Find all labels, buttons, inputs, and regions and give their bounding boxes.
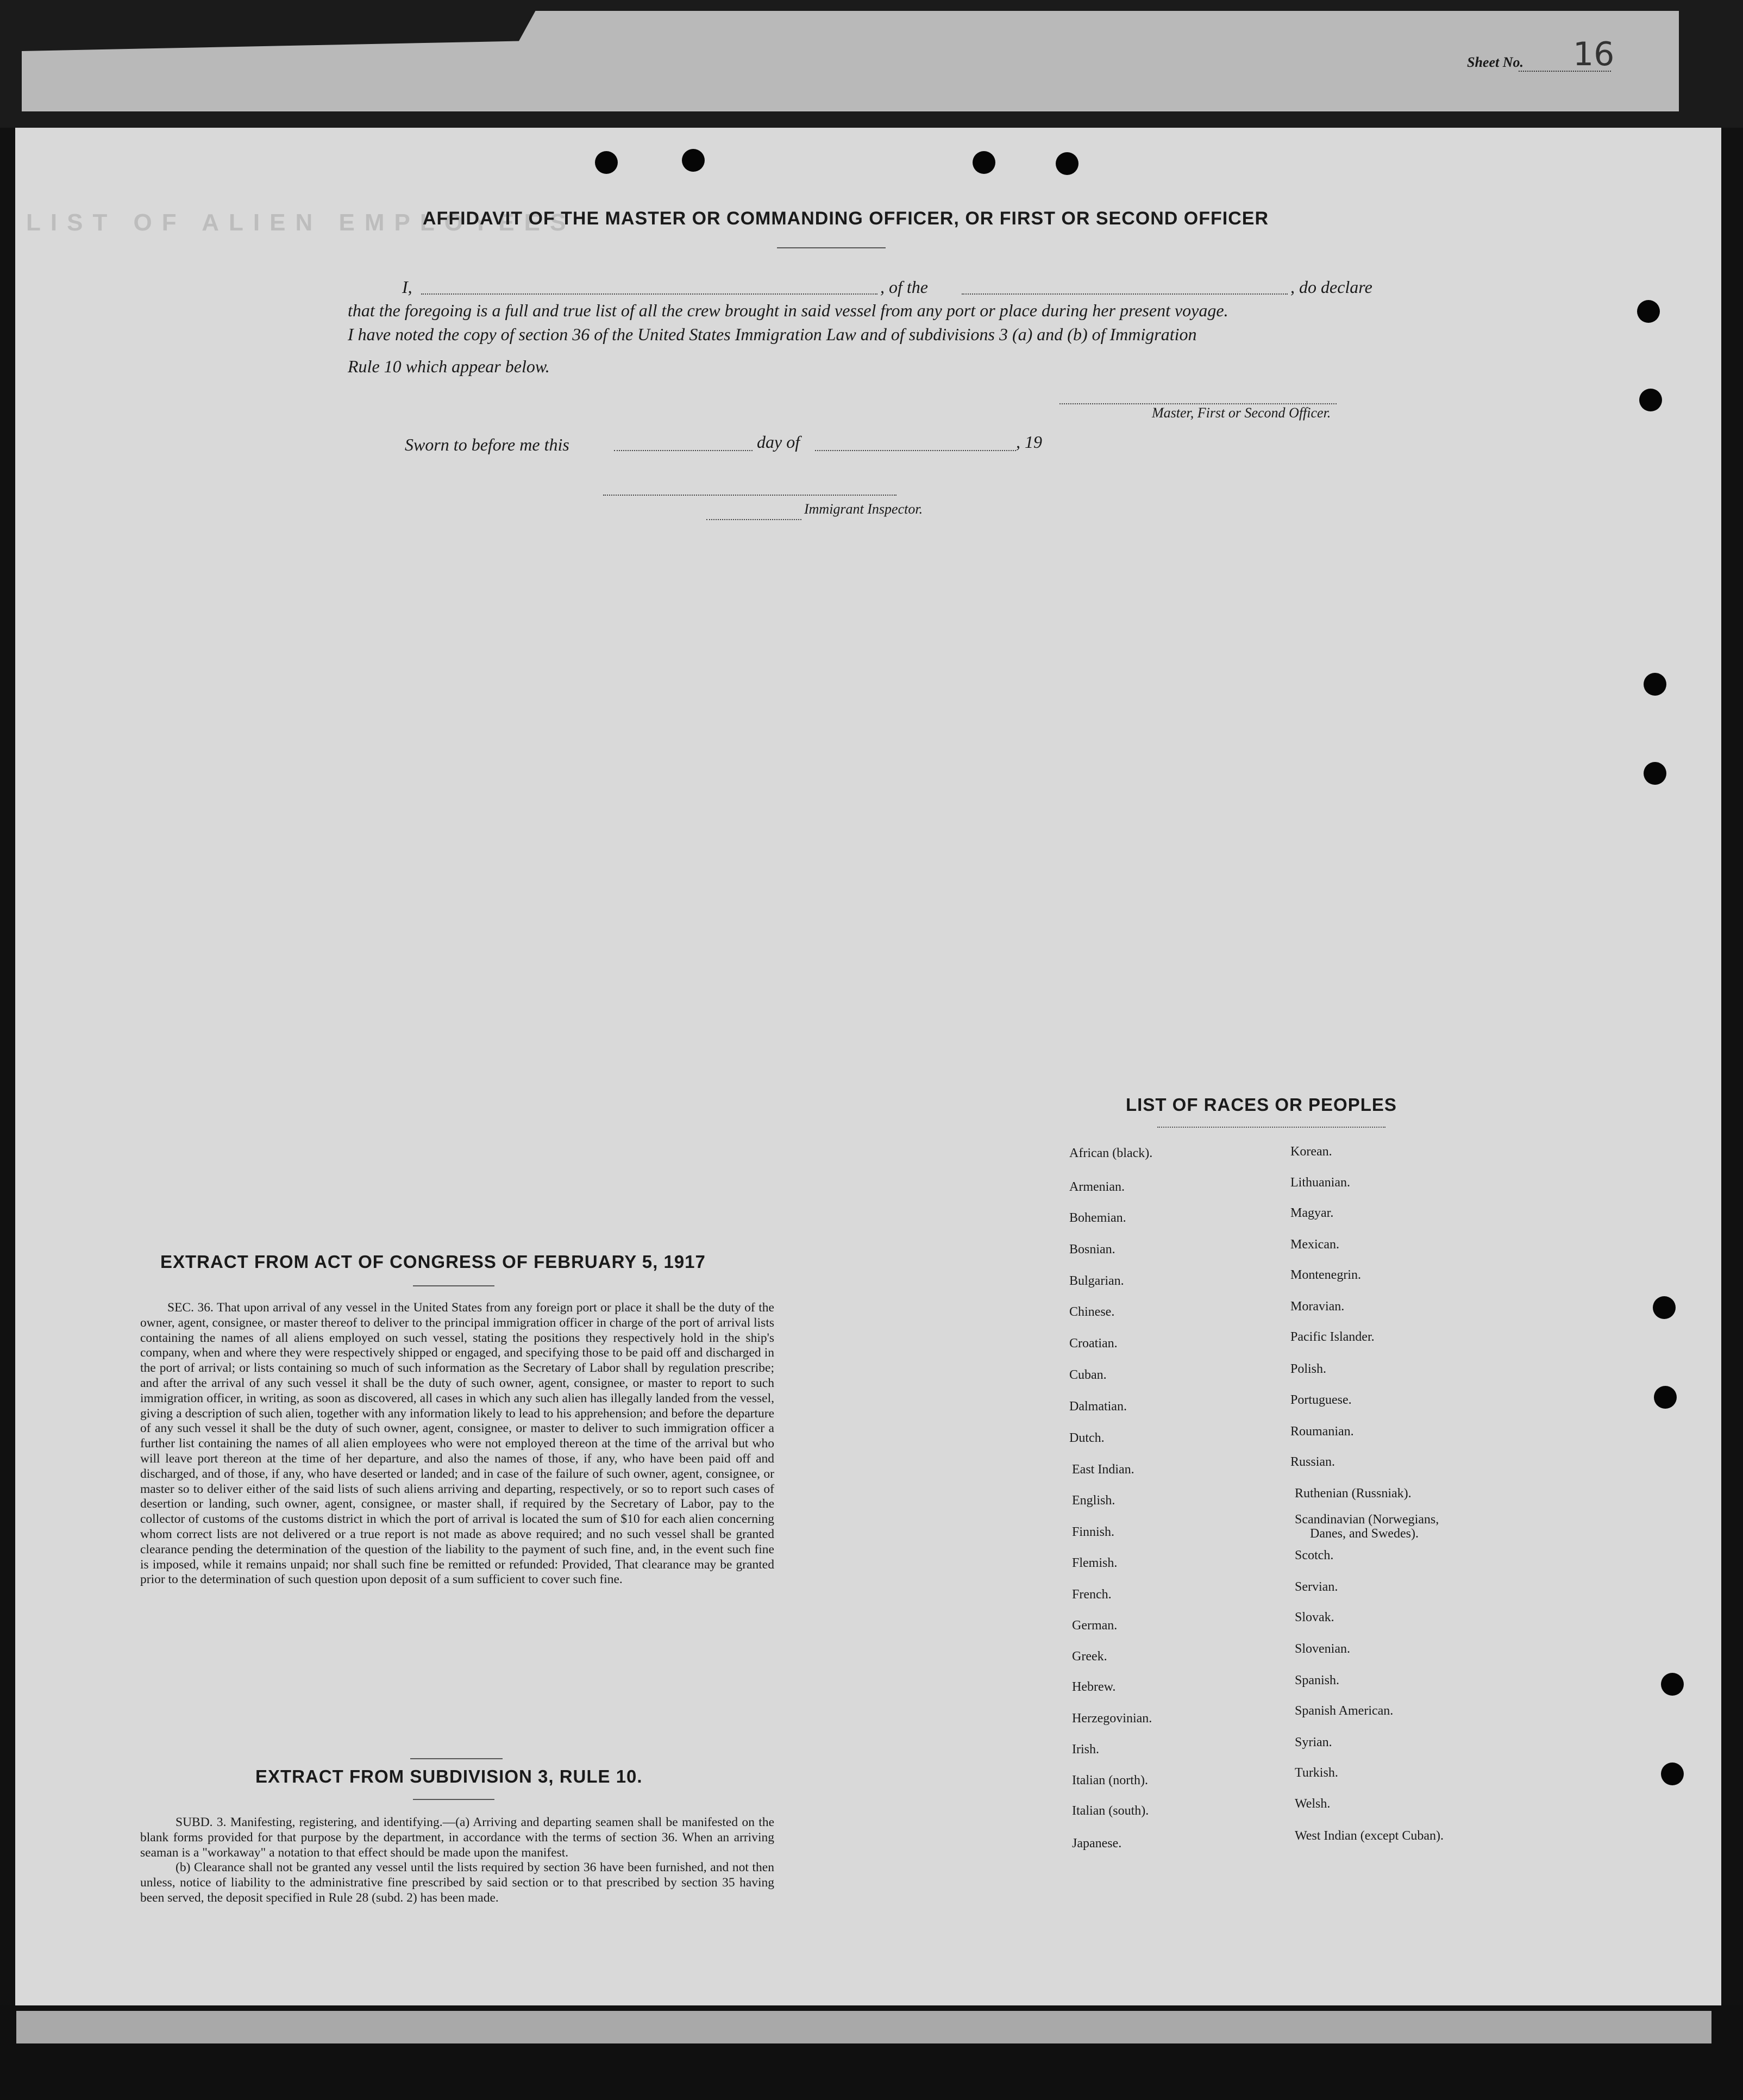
race-item: Russian. (1290, 1455, 1336, 1469)
race-item: Finnish. (1072, 1525, 1115, 1539)
affidavit-title: AFFIDAVIT OF THE MASTER OR COMMANDING OFFICER, OR FIRST OR SECOND OFFICER (423, 208, 1269, 229)
race-item: Syrian. (1295, 1735, 1332, 1749)
officer-signature-caption: Master, First or Second Officer. (1152, 405, 1331, 421)
affidavit-body-line4: Rule 10 which appear below. (348, 357, 550, 376)
day-of-label: day of (757, 432, 800, 452)
act-extract-text: SEC. 36. That upon arrival of any vessel in the United States from any foreign port or place it shall be the duty of the owner, agent, consignee, or master thereof to deliver to the principal immigration officer in charge of the port of arrival lists containing the names of all aliens employed on such vessel, stating the positions they respectively hold in the ship's company, when and where they were respectively shipped or engaged, and specifying those to be paid off and discharged in the port of arrival; or lists containing so much of such information as the Secretary of Labor shall by regulation prescribe; and after the arrival of any such vessel it shall be the duty of such owner, agent, consignee, or master to report to such immigration officer, in writing, as soon as discovered, all cases in which any such alien has illegally landed from the vessel, giving a description of such alien, together with any information likely to lead to his apprehension; and before the departure of any such vessel it shall be the duty of such owner, agent, consignee, or master to deliver to such immigration officer a further list containing the names of all alien employees who were not employed thereon at the time of the arrival but who will leave port thereon at the time of her departure, and also the names of those, if any, who have been paid off and discharged, and of those, if any, who have deserted or landed; and in case of the failure of such owner, agent, consignee, or master so to deliver either of the said lists of such aliens arriving and departing, respectively, or so to report such cases of desertion or landing, such owner, agent, consignee, or master shall, if required by the Secretary of Labor, pay to the collector of customs of the customs district in which the port of arrival is located the sum of $10 for each alien concerning whom correct lists are not delivered or a true report is not made as above required; and no such vessel shall be granted clearance pending the determination of the question of the liability to the payment of such fine, and, in the event such fine is imposed, while it remains unpaid; nor shall such fine be remitted or refunded: Provided, That clearance may be granted prior to the determination of such question upon deposit of a sum sufficient to cover such fine. (140, 1301, 774, 1587)
race-item: Dalmatian. (1069, 1399, 1127, 1414)
inspector-caption: Immigrant Inspector. (804, 501, 923, 517)
bleed-through-text: LIST OF ALIEN EMPLOYEES (26, 209, 576, 236)
act-title-rule (413, 1285, 494, 1286)
race-item: West Indian (except Cuban). (1295, 1829, 1444, 1843)
punch-hole (973, 151, 995, 174)
rule-extract-text (140, 1815, 774, 1906)
punch-hole (1653, 1296, 1676, 1319)
declarant-label: I, (402, 277, 412, 297)
sworn-day-field[interactable] (614, 450, 753, 451)
race-item: Italian (south). (1072, 1804, 1149, 1818)
race-item: Greek. (1072, 1649, 1107, 1664)
inspector-signature-field-2[interactable] (706, 519, 801, 520)
sheet-number-value: 16 (1573, 35, 1615, 73)
vessel-name-field[interactable] (962, 293, 1288, 295)
rule-extract-title: EXTRACT FROM SUBDIVISION 3, RULE 10. (255, 1766, 643, 1786)
race-item: Servian. (1295, 1580, 1338, 1594)
punch-hole (595, 151, 618, 174)
race-item: Bulgarian. (1069, 1274, 1124, 1288)
bottom-underlying-sheet (16, 2011, 1711, 2043)
vessel-label: , of the (880, 277, 928, 297)
race-item: Moravian. (1290, 1299, 1345, 1314)
declare-label: , do declare (1290, 277, 1372, 297)
punch-hole (1639, 389, 1662, 411)
race-item: Hebrew. (1072, 1680, 1116, 1694)
rule-para-a: SUBD. 3. Manifesting, registering, and identifying.—(a) Arriving and departing seamen shall be manifested on the blank forms provided for that purpose by the department, in accordance with the terms of section 36. When an arriving seaman is a "workaway" a notation to that effect should be made upon the manifest. (140, 1815, 774, 1860)
punch-hole (1661, 1673, 1684, 1696)
punch-hole (682, 149, 705, 172)
race-item: French. (1072, 1588, 1112, 1602)
race-item: Slovenian. (1295, 1642, 1350, 1656)
race-item: German. (1072, 1618, 1118, 1633)
year-label: , 19 (1016, 432, 1042, 452)
race-item: Roumanian. (1290, 1424, 1354, 1439)
races-title: LIST OF RACES OR PEOPLES (1126, 1095, 1397, 1115)
race-item: Turkish. (1295, 1766, 1338, 1780)
title-rule (777, 247, 886, 248)
race-item: Magyar. (1290, 1206, 1334, 1220)
inspector-signature-field[interactable] (603, 495, 896, 496)
race-item: Korean. (1290, 1145, 1332, 1159)
document-page (15, 128, 1721, 2005)
race-item: English. (1072, 1493, 1115, 1508)
race-item: Welsh. (1295, 1797, 1331, 1811)
sheet-number-label: Sheet No. (1467, 54, 1523, 70)
race-item: Ruthenian (Russniak). (1295, 1486, 1412, 1501)
race-item: Bosnian. (1069, 1242, 1115, 1257)
act-end-rule (410, 1758, 503, 1759)
race-item: African (black). (1069, 1146, 1153, 1160)
punch-hole (1661, 1762, 1684, 1785)
affidavit-body-line2: that the foregoing is a full and true list of all the crew brought in said vessel from any port or place during her present voyage. (348, 301, 1228, 320)
races-title-rule (1157, 1127, 1385, 1128)
race-item: Pacific Islander. (1290, 1330, 1375, 1344)
affidavit-body-line3: I have noted the copy of section 36 of the United States Immigration Law and of subdivisions 3 (a) and (b) of Immigration (348, 324, 1197, 344)
punch-hole (1644, 762, 1666, 785)
race-item: Scotch. (1295, 1548, 1334, 1562)
race-item: Herzegovinian. (1072, 1711, 1152, 1726)
race-item: Lithuanian. (1290, 1176, 1350, 1190)
race-item: Croatian. (1069, 1336, 1118, 1351)
race-item: Cuban. (1069, 1368, 1107, 1382)
race-item: Spanish. (1295, 1673, 1340, 1688)
sworn-month-field[interactable] (815, 450, 1016, 451)
officer-signature-field[interactable] (1059, 403, 1337, 404)
punch-hole (1056, 152, 1079, 175)
race-item: Chinese. (1069, 1305, 1115, 1319)
race-item: Danes, and Swedes). (1310, 1527, 1419, 1541)
punch-hole (1637, 300, 1660, 323)
race-item: Scandinavian (Norwegians, (1295, 1512, 1439, 1527)
declarant-name-field[interactable] (421, 293, 877, 295)
race-item: Dutch. (1069, 1431, 1105, 1445)
rule-para-b: (b) Clearance shall not be granted any vessel until the lists required by section 36 have been furnished, and not then unless, notice of liability to the administrative fine prescribed by said section or to that prescribed by section 35 having been served, the deposit specified in Rule 28 (subd. 2) has been made. (140, 1860, 774, 1905)
act-extract-title: EXTRACT FROM ACT OF CONGRESS OF FEBRUARY 5, 1917 (160, 1252, 706, 1272)
race-item: Montenegrin. (1290, 1268, 1361, 1282)
race-item: Bohemian. (1069, 1211, 1126, 1225)
race-item: Japanese. (1072, 1836, 1122, 1851)
race-item: Slovak. (1295, 1610, 1334, 1624)
race-item: Armenian. (1069, 1180, 1125, 1194)
race-item: Portuguese. (1290, 1393, 1352, 1407)
sworn-label: Sworn to before me this (405, 435, 569, 454)
race-item: Mexican. (1290, 1238, 1339, 1252)
race-item: Spanish American. (1295, 1704, 1394, 1718)
race-item: East Indian. (1072, 1462, 1134, 1477)
race-item: Polish. (1290, 1362, 1327, 1376)
punch-hole (1654, 1386, 1677, 1409)
rule-title-rule (413, 1799, 494, 1800)
race-item: Italian (north). (1072, 1773, 1148, 1788)
punch-hole (1644, 673, 1666, 696)
race-item: Irish. (1072, 1742, 1099, 1757)
race-item: Flemish. (1072, 1556, 1118, 1570)
